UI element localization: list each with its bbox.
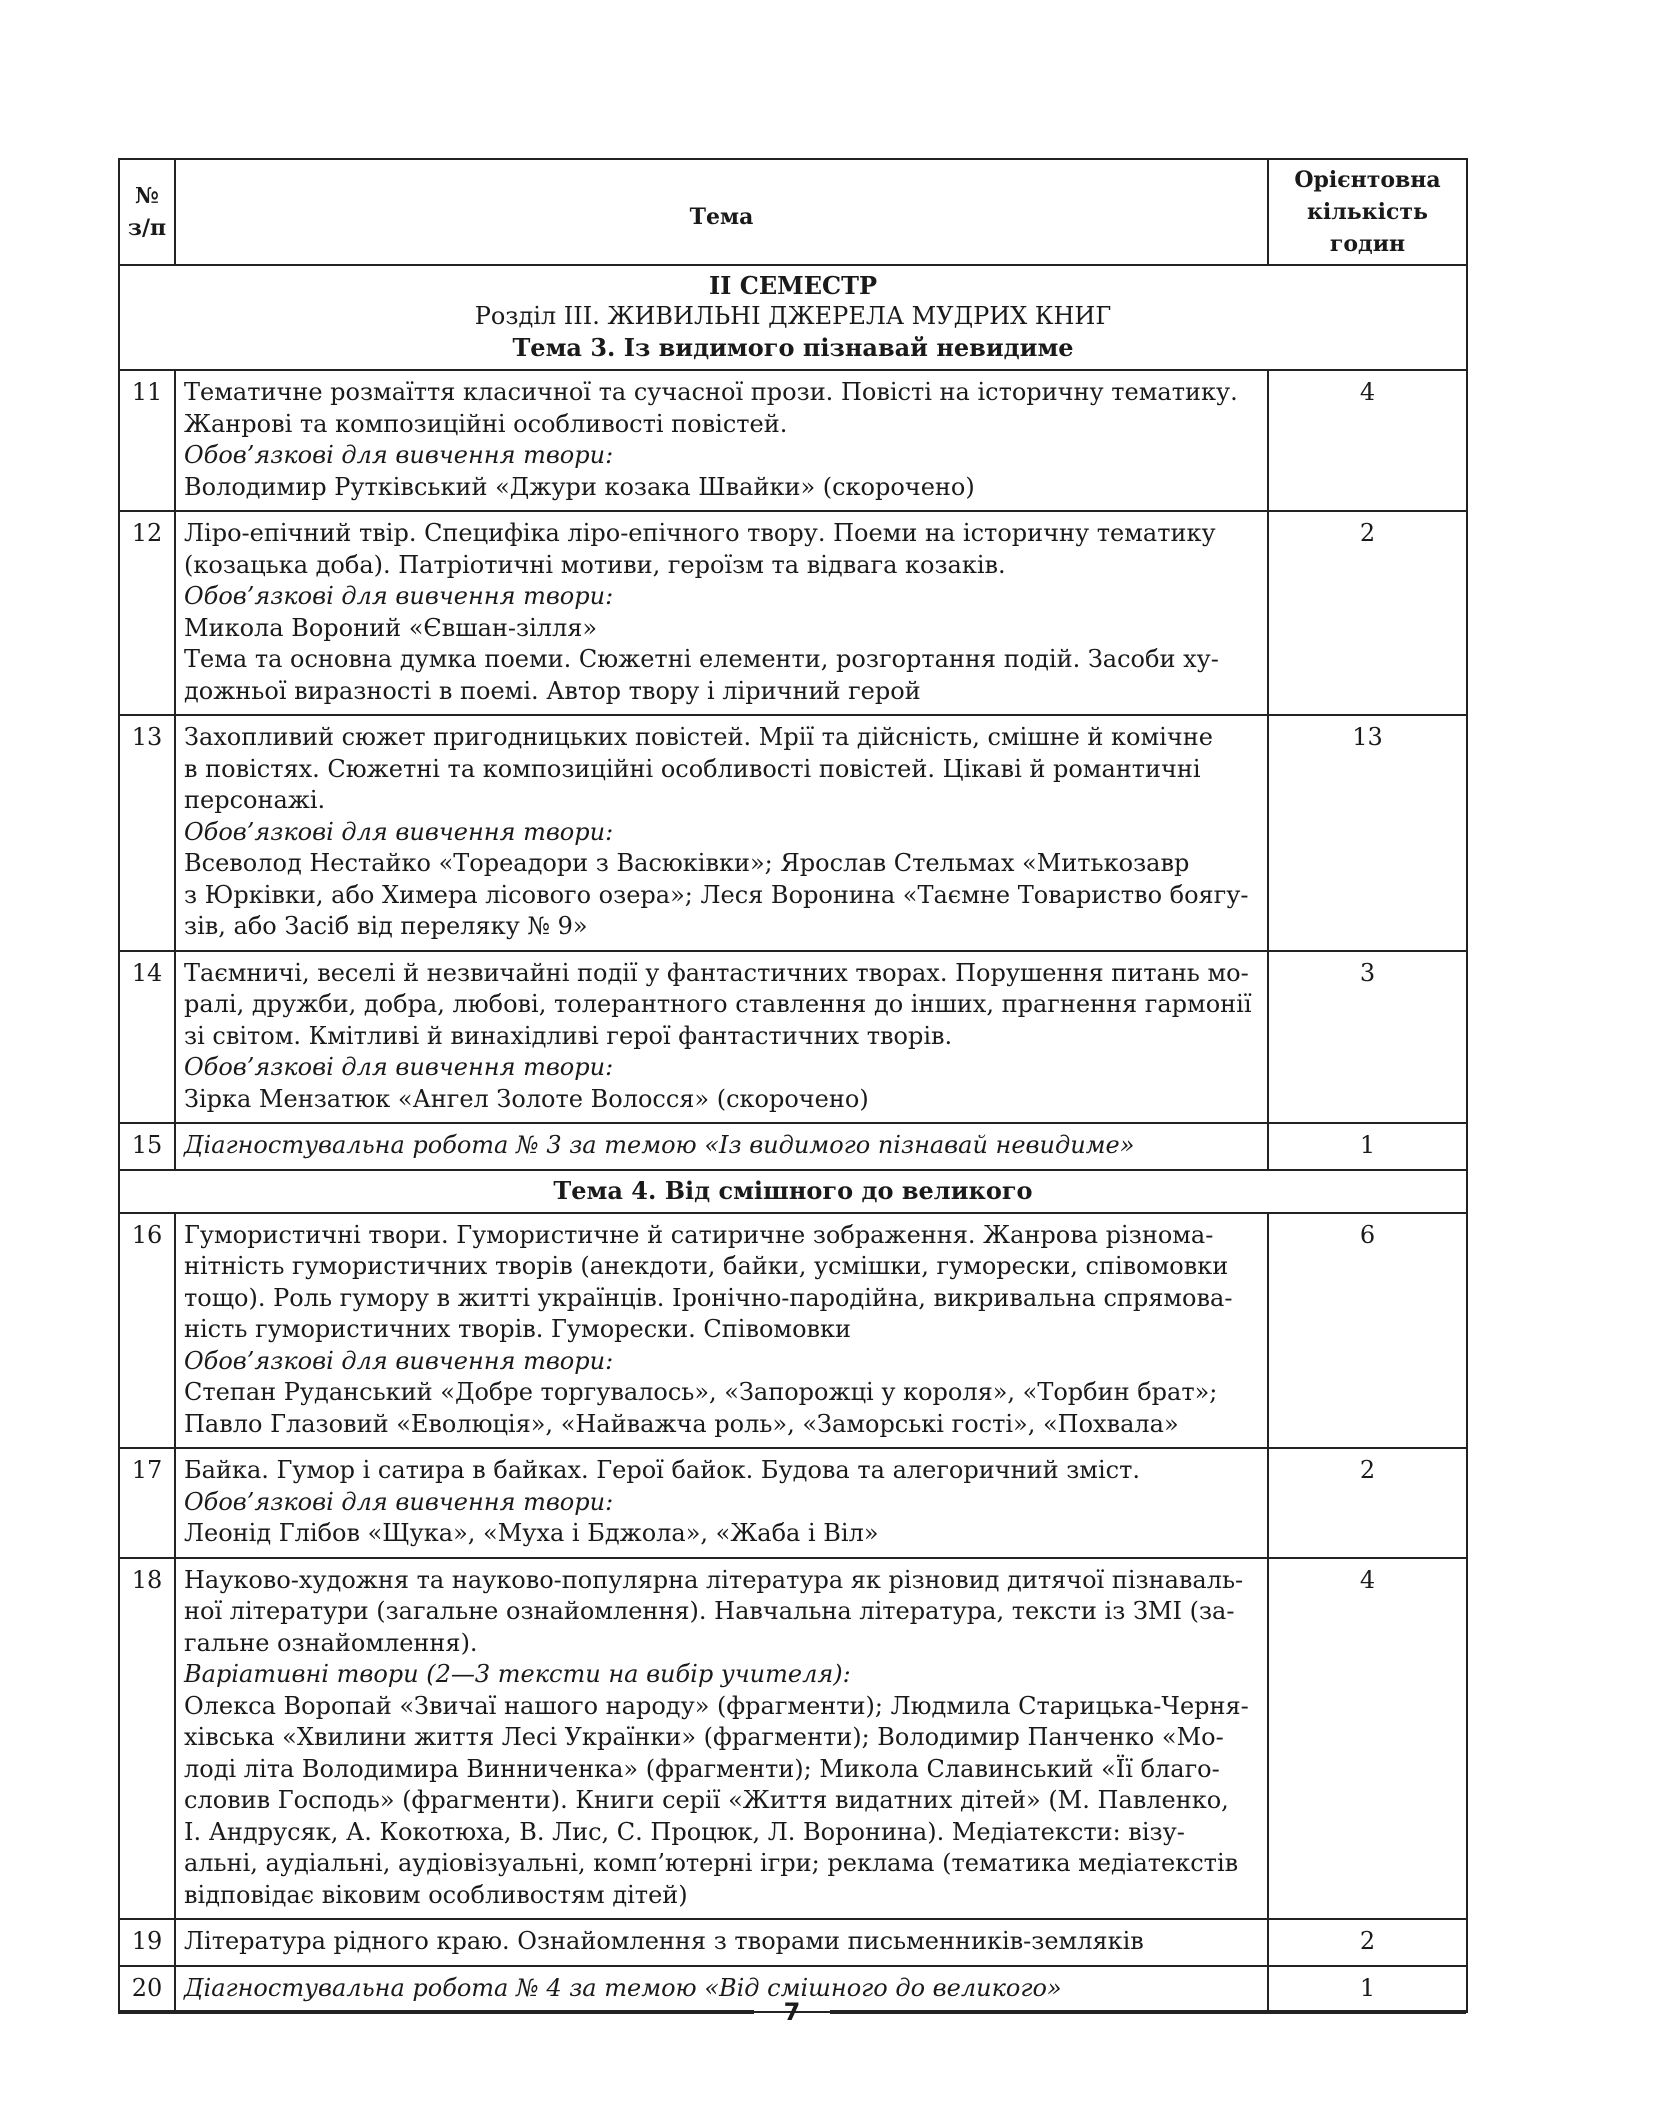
part-title: Розділ ІІІ. ЖИВИЛЬНІ ДЖЕРЕЛА МУДРИХ КНИГ	[474, 302, 1112, 330]
row-hours: 4	[1268, 1558, 1467, 1920]
row-hours: 13	[1268, 715, 1467, 951]
row-topic: Тематичне розмаїття класичної та сучасної прози. Повісті на історичну тематику. Жанрові та композиційні особливості повістей. Обов’язкові для вивчення твори: Володимир Рутківський «Джури козака Швайки» (скорочено)	[175, 370, 1268, 511]
section-header-row	[119, 1170, 1467, 1213]
row-hours: 2	[1268, 1919, 1467, 1966]
row-hours: 4	[1268, 370, 1467, 511]
section-header-row	[119, 265, 1467, 370]
row-topic: Діагностувальна робота № 3 за темою «Із видимого пізнавай невидиме»	[175, 1123, 1268, 1170]
table-row	[119, 1448, 1467, 1558]
row-topic: Гумористичні твори. Гумористичне й сатиричне зображення. Жанрова різнома- нітність гумористичних творів (анекдоти, байки, усмішки, гуморески, співомовки тощо). Роль гумору в житті українців. Іронічно-пародійна, викривальна спрямова- ність гумористичних творів. Гуморески. Співомовки Обов’язкові для вивчення твори: Степан Руданський «Добре торгувалось», «Запорожці у короля», «Торбин брат»; Павло Глазовий «Еволюція», «Найважча роль», «Заморські гості», «Похвала»	[175, 1213, 1268, 1449]
footer-rule-right	[830, 2010, 1466, 2014]
table-header-row	[119, 159, 1467, 265]
theme-3-title: Тема 3. Із видимого пізнавай невидиме	[512, 333, 1074, 362]
row-number: 15	[119, 1123, 175, 1170]
row-number: 14	[119, 951, 175, 1124]
row-number: 11	[119, 370, 175, 511]
row-hours: 6	[1268, 1213, 1467, 1449]
semester-title: ІІ СЕМЕСТР	[708, 271, 878, 300]
row-topic: Таємничі, веселі й незвичайні події у фантастичних творах. Порушення питань мо- ралі, дружби, добра, любові, толерантного ставлення до інших, прагнення гармонії зі світом. Кмітливі й винахідливі герої фантастичних творів. Обов’язкові для вивчення твори: Зірка Мензатюк «Ангел Золоте Волосся» (скорочено)	[175, 951, 1268, 1124]
page-footer	[118, 1992, 1466, 2032]
column-header-hours: Орієнтовна кількість годин	[1268, 159, 1467, 265]
row-number: 18	[119, 1558, 175, 1920]
row-topic: Література рідного краю. Ознайомлення з творами письменників-земляків	[175, 1919, 1268, 1966]
row-topic: Захопливий сюжет пригодницьких повістей. Мрії та дійсність, смішне й комічне в повістях. Сюжетні та композиційні особливості повістей. Цікаві й романтичні персонажі. Обов’язкові для вивчення твори: Всеволод Нестайко «Тореадори з Васюківки»; Ярослав Стельмах «Митькозавр з Юрківки, або Химера лісового озера»; Леся Воронина «Таємне Товариство боягу- зів, або Засіб від переляку № 9»	[175, 715, 1268, 951]
page-number: 7	[783, 1998, 801, 2026]
row-hours: 1	[1268, 1123, 1467, 1170]
semester-section	[119, 265, 1467, 370]
row-number: 16	[119, 1213, 175, 1449]
curriculum-table	[118, 158, 1468, 2013]
row-topic: Ліро-епічний твір. Специфіка ліро-епічного твору. Поеми на історичну тематику (козацька доба). Патріотичні мотиви, героїзм та відвага козаків. Обов’язкові для вивчення твори: Микола Вороний «Євшан-зілля» Тема та основна думка поеми. Сюжетні елементи, розгортання подій. Засоби ху- дожньої виразності в поемі. Автор твору і ліричний герой	[175, 511, 1268, 715]
table-row	[119, 370, 1467, 511]
table-row	[119, 1213, 1467, 1449]
row-number: 20	[119, 1966, 175, 2013]
row-number: 13	[119, 715, 175, 951]
table-row	[119, 715, 1467, 951]
row-hours: 2	[1268, 1448, 1467, 1558]
row-topic: Діагностувальна робота № 4 за темою «Від смішного до великого»	[175, 1966, 1268, 2013]
column-header-topic: Тема	[175, 159, 1268, 265]
row-topic: Байка. Гумор і сатира в байках. Герої байок. Будова та алегоричний зміст. Обов’язкові для вивчення твори: Леонід Глібов «Щука», «Муха і Бджола», «Жаба і Віл»	[175, 1448, 1268, 1558]
row-number: 19	[119, 1919, 175, 1966]
theme-4-title: Тема 4. Від смішного до великого	[119, 1170, 1467, 1213]
row-hours: 1	[1268, 1966, 1467, 2013]
row-number: 17	[119, 1448, 175, 1558]
table-row	[119, 511, 1467, 715]
table-row	[119, 1919, 1467, 1966]
table-row	[119, 951, 1467, 1124]
row-topic: Науково-художня та науково-популярна література як різновид дитячої пізнаваль- ної літератури (загальне ознайомлення). Навчальна література, тексти із ЗМІ (за- гальне ознайомлення). Варіативні твори (2—3 тексти на вибір учителя): Олекса Воропай «Звичаї нашого народу» (фрагменти); Людмила Старицька-Черня- хівська «Хвилини життя Лесі Українки» (фрагменти); Володимир Панченко «Мо- лоді літа Володимира Винниченка» (фрагменти); Микола Славинський «Її благо- словив Господь» (фрагменти). Книги серії «Життя видатних дітей» (М. Павленко, І. Андрусяк, А. Кокотюха, В. Лис, С. Процюк, Л. Воронина). Медіатексти: візу- альні, аудіальні, аудіовізуальні, комп’ютерні ігри; реклама (тематика медіатекстів відповідає віковим особливостям дітей)	[175, 1558, 1268, 1920]
column-header-number: № з/п	[119, 159, 175, 265]
table-row	[119, 1123, 1467, 1170]
table-row	[119, 1558, 1467, 1920]
row-number: 12	[119, 511, 175, 715]
row-hours: 3	[1268, 951, 1467, 1124]
page-content	[118, 158, 1466, 2013]
row-hours: 2	[1268, 511, 1467, 715]
footer-rule-left	[118, 2010, 754, 2014]
